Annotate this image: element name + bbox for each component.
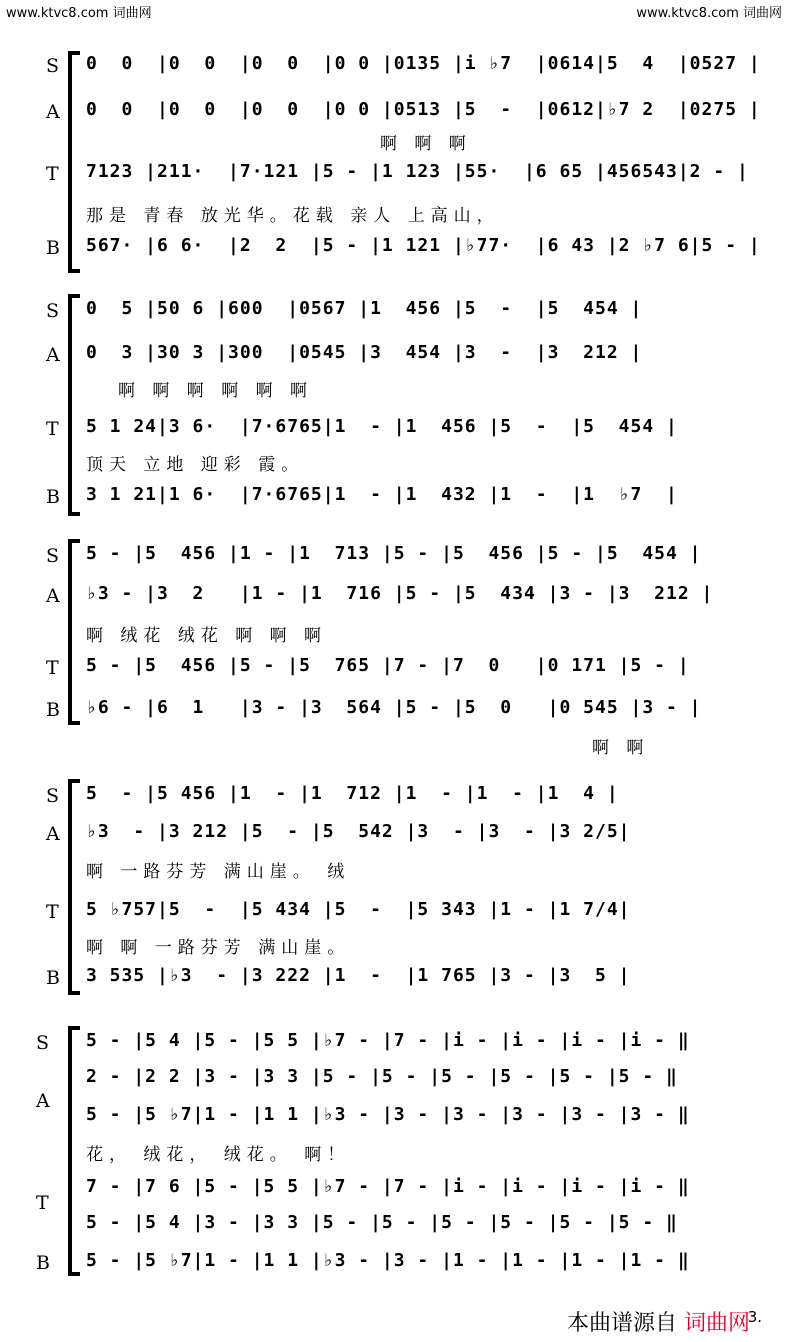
voice-label: T <box>46 418 59 440</box>
staff-row <box>86 161 749 191</box>
voice-label: T <box>46 657 59 679</box>
staff-row <box>86 1066 746 1096</box>
staff-row <box>86 298 746 328</box>
notes: 5 1 24|3 6· |7·6765|1 - |1 456 |5 - |5 454 | <box>86 416 678 437</box>
notes: ♭6 - |6 1 |3 - |3 564 |5 - |5 0 |0 545 |3 - | <box>86 697 702 718</box>
notes: 5 - |5 4 |5 - |5 5 |♭7 - |7 - |i - |i - |i - |i - ‖ <box>86 1030 690 1051</box>
lyric-line: 顶天 立地 迎彩 霞。 <box>86 455 305 475</box>
voice-label: B <box>46 967 60 989</box>
voice-label: T <box>46 901 59 923</box>
voice-label: S <box>46 300 60 322</box>
lyric-line: 花， 绒花， 绒花。 啊！ <box>86 1145 351 1165</box>
staff-row <box>86 583 746 613</box>
voice-label: B <box>46 699 60 721</box>
voice-label: A <box>46 585 60 607</box>
notes: 2 - |2 2 |3 - |3 3 |5 - |5 - |5 - |5 - |5 - |5 - ‖ <box>86 1066 678 1087</box>
staff-row <box>86 99 761 129</box>
staff-row <box>86 1250 746 1280</box>
notes: ♭3 - |3 2 |1 - |1 716 |5 - |5 434 |3 - |3 212 | <box>86 583 714 604</box>
notes: ♭3 - |3 212 |5 - |5 542 |3 - |3 - |3 2/5| <box>86 821 631 842</box>
voice-label: A <box>46 101 60 123</box>
notes: 3 1 21|1 6· |7·6765|1 - |1 432 |1 - |1 ♭7 | <box>86 484 678 505</box>
footer-text: 本曲谱源自 <box>566 1311 677 1336</box>
voice-label: S <box>46 785 60 807</box>
voice-label: S <box>46 55 60 77</box>
notes: 0 0 |0 0 |0 0 |0 0 |0513 |5 - |0612|♭7 2 |0275 | <box>86 99 761 120</box>
staff-row <box>86 655 746 685</box>
notes: 5 - |5 456 |5 - |5 765 |7 - |7 0 |0 171 |5 - | <box>86 655 690 676</box>
lyric-line: 啊 绒花 绒花 啊 啊 啊 <box>86 626 328 646</box>
voice-label: S <box>46 545 60 567</box>
voice-label: A <box>46 344 60 366</box>
notes: 5 - |5 ♭7|1 - |1 1 |♭3 - |3 - |1 - |1 - |1 - |1 - ‖ <box>86 1250 690 1271</box>
voice-label: B <box>36 1252 50 1274</box>
notes: 7 - |7 6 |5 - |5 5 |♭7 - |7 - |i - |i - |i - |i - ‖ <box>86 1176 690 1197</box>
voice-label: B <box>46 486 60 508</box>
staff-row <box>86 899 746 929</box>
notes: 5 - |5 4 |3 - |3 3 |5 - |5 - |5 - |5 - |5 - |5 - ‖ <box>86 1212 678 1233</box>
staff-row <box>86 1030 746 1060</box>
system-bracket <box>68 1026 72 1276</box>
notes: 5 ♭757|5 - |5 434 |5 - |5 343 |1 - |1 7/4| <box>86 899 631 920</box>
voice-label: T <box>46 163 59 185</box>
notes: 5 - |5 ♭7|1 - |1 1 |♭3 - |3 - |3 - |3 - |3 - |3 - ‖ <box>86 1104 690 1125</box>
notes: 3 535 |♭3 - |3 222 |1 - |1 765 |3 - |3 5 | <box>86 965 631 986</box>
staff-row <box>86 1176 746 1206</box>
lyric-line: 啊 一路芬芳 满山崖。 绒 <box>86 862 351 882</box>
lyric-line: 啊 啊 啊 <box>380 134 472 154</box>
staff-row <box>86 543 746 573</box>
voice-label: S <box>36 1032 50 1054</box>
system-2 <box>0 290 790 520</box>
notes: 7123 |211· |7·121 |5 - |1 123 |55· |6 65 |456543|2 - | <box>86 161 749 182</box>
staff-row <box>86 1212 746 1242</box>
staff-row <box>86 484 746 514</box>
voice-label: T <box>36 1192 49 1214</box>
system-4 <box>0 775 790 1000</box>
voice-label: A <box>46 823 60 845</box>
notes: 0 3 |30 3 |300 |0545 |3 454 |3 - |3 212 | <box>86 342 643 363</box>
notes: 567· |6 6· |2 2 |5 - |1 121 |♭77· |6 43 |2 ♭7 6|5 - | <box>86 235 761 256</box>
watermark-right: www.ktvc8.com 词曲网 <box>636 6 782 21</box>
page-number: 3. <box>747 1308 762 1326</box>
lyric-line: 啊 啊 <box>592 738 650 758</box>
staff-row <box>86 697 746 727</box>
staff-row <box>86 821 746 851</box>
staff-row <box>86 235 761 265</box>
staff-row <box>86 965 746 995</box>
footer-brand[interactable]: 词曲网 <box>683 1311 750 1336</box>
notes: 5 - |5 456 |1 - |1 713 |5 - |5 456 |5 - |5 454 | <box>86 543 702 564</box>
lyric-line: 那是 青春 放光华。花载 亲人 上高山， <box>86 206 500 226</box>
staff-row <box>86 416 746 446</box>
staff-row <box>86 342 746 372</box>
voice-label: A <box>36 1090 50 1112</box>
notes: 5 - |5 456 |1 - |1 712 |1 - |1 - |1 4 | <box>86 783 619 804</box>
system-bracket <box>68 779 72 995</box>
staff-row <box>86 783 746 813</box>
notes: 0 5 |50 6 |600 |0567 |1 456 |5 - |5 454 | <box>86 298 643 319</box>
source-footer[interactable] <box>567 1306 750 1337</box>
voice-label: B <box>46 237 60 259</box>
notes: 0 0 |0 0 |0 0 |0 0 |0135 |i ♭7 |0614|5 4 |0527 | <box>86 53 761 74</box>
system-3 <box>0 535 790 760</box>
staff-row <box>86 1104 746 1134</box>
system-bracket <box>68 539 72 725</box>
staff-row <box>86 53 761 83</box>
lyric-line: 啊 啊 啊 啊 啊 啊 <box>118 381 314 401</box>
system-1 <box>0 45 790 275</box>
system-bracket <box>68 294 72 516</box>
lyric-line: 啊 啊 一路芬芳 满山崖。 <box>86 938 351 958</box>
system-bracket <box>68 51 72 273</box>
watermark-left: www.ktvc8.com 词曲网 <box>6 6 152 21</box>
system-5 <box>0 1020 790 1285</box>
